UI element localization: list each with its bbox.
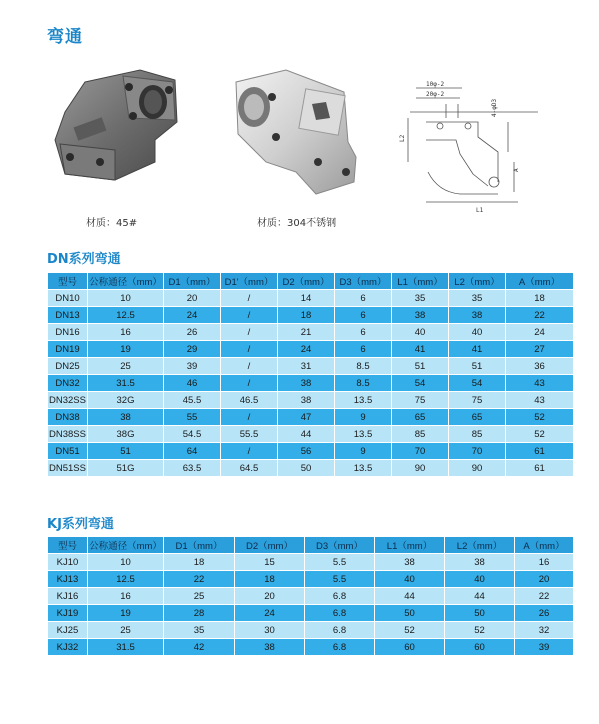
column-header: D3（mm） xyxy=(335,273,392,290)
table-cell: 40 xyxy=(445,571,515,588)
table-cell: 55.5 xyxy=(221,426,278,443)
photo-caption: 材质：304不锈钢 xyxy=(257,218,337,229)
table-cell: 32G xyxy=(88,392,164,409)
table-cell: 31 xyxy=(278,358,335,375)
table-cell: 38 xyxy=(88,409,164,426)
table-cell: 13.5 xyxy=(335,460,392,477)
table-row xyxy=(48,307,574,324)
table-row xyxy=(48,358,574,375)
elbow-dimension-drawing xyxy=(398,62,548,220)
table-cell: 40 xyxy=(392,324,449,341)
table-cell: 40 xyxy=(449,324,506,341)
table-cell: 29 xyxy=(164,341,221,358)
table-cell: 25 xyxy=(88,358,164,375)
table-cell: / xyxy=(221,358,278,375)
table-cell: 5.5 xyxy=(305,554,375,571)
table-cell: 50 xyxy=(375,605,445,622)
table-cell: 38 xyxy=(278,392,335,409)
table-cell: 47 xyxy=(278,409,335,426)
table-cell: DN19 xyxy=(48,341,88,358)
table-cell: 12.5 xyxy=(88,307,164,324)
table-cell: / xyxy=(221,307,278,324)
table-cell: 13.5 xyxy=(335,426,392,443)
table-header-row xyxy=(48,537,574,554)
table-cell: DN10 xyxy=(48,290,88,307)
table-cell: 52 xyxy=(375,622,445,639)
table-row xyxy=(48,375,574,392)
table-cell: 44 xyxy=(375,588,445,605)
table-cell: 6 xyxy=(335,341,392,358)
table-row xyxy=(48,639,574,656)
table-cell: 39 xyxy=(164,358,221,375)
table-cell: 51G xyxy=(88,460,164,477)
table-cell: 45.5 xyxy=(164,392,221,409)
table-cell: 18 xyxy=(235,571,305,588)
table-row xyxy=(48,392,574,409)
table-row xyxy=(48,409,574,426)
table-cell: 41 xyxy=(449,341,506,358)
table-cell: KJ32 xyxy=(48,639,88,656)
page-title: 弯通 xyxy=(47,27,83,47)
table-cell: DN38SS xyxy=(48,426,88,443)
column-header: A（mm） xyxy=(515,537,574,554)
table-cell: 19 xyxy=(88,341,164,358)
table-cell: 54 xyxy=(449,375,506,392)
photo-caption: 材质：45# xyxy=(86,218,138,229)
table-cell: 14 xyxy=(278,290,335,307)
table-cell: 25 xyxy=(88,622,164,639)
column-header: 型号 xyxy=(48,537,88,554)
table-cell: 6.8 xyxy=(305,605,375,622)
table-cell: 16 xyxy=(88,324,164,341)
table-cell: 18 xyxy=(164,554,235,571)
table-row xyxy=(48,622,574,639)
table-cell: 64.5 xyxy=(221,460,278,477)
table-row xyxy=(48,554,574,571)
table-cell: KJ25 xyxy=(48,622,88,639)
table-row xyxy=(48,460,574,477)
table-row xyxy=(48,290,574,307)
column-header: L1（mm） xyxy=(375,537,445,554)
table-cell: 90 xyxy=(449,460,506,477)
kj-spec-table xyxy=(47,536,574,656)
table-cell: DN51SS xyxy=(48,460,88,477)
table-cell: KJ16 xyxy=(48,588,88,605)
table-row xyxy=(48,324,574,341)
table-cell: 24 xyxy=(235,605,305,622)
table-cell: DN32SS xyxy=(48,392,88,409)
column-header: L2（mm） xyxy=(445,537,515,554)
table-cell: 15 xyxy=(235,554,305,571)
table-cell: 32 xyxy=(515,622,574,639)
stainless-elbow-photo xyxy=(226,62,366,202)
table-cell: 16 xyxy=(515,554,574,571)
table-cell: 28 xyxy=(164,605,235,622)
table-cell: KJ19 xyxy=(48,605,88,622)
section-title-kj: KJ系列弯通 xyxy=(47,517,114,532)
table-cell: 6 xyxy=(335,324,392,341)
table-cell: 35 xyxy=(164,622,235,639)
table-cell: 52 xyxy=(445,622,515,639)
dim-label: A xyxy=(513,168,520,172)
table-cell: 20 xyxy=(164,290,221,307)
table-cell: 10 xyxy=(88,290,164,307)
table-cell: 38 xyxy=(235,639,305,656)
table-cell: 75 xyxy=(392,392,449,409)
table-cell: 6.8 xyxy=(305,588,375,605)
table-cell: 9 xyxy=(335,409,392,426)
column-header: 公称通径（mm） xyxy=(88,273,164,290)
table-cell: 46.5 xyxy=(221,392,278,409)
table-cell: 41 xyxy=(392,341,449,358)
table-cell: DN32 xyxy=(48,375,88,392)
column-header: D1（mm） xyxy=(164,273,221,290)
table-cell: 61 xyxy=(506,460,574,477)
table-cell: 8.5 xyxy=(335,358,392,375)
table-cell: 38G xyxy=(88,426,164,443)
table-cell: 75 xyxy=(449,392,506,409)
table-cell: 10 xyxy=(88,554,164,571)
table-cell: 26 xyxy=(164,324,221,341)
table-cell: 5.5 xyxy=(305,571,375,588)
table-cell: / xyxy=(221,443,278,460)
table-cell: 50 xyxy=(445,605,515,622)
table-cell: 65 xyxy=(449,409,506,426)
column-header: D1（mm） xyxy=(164,537,235,554)
table-cell: DN51 xyxy=(48,443,88,460)
table-cell: / xyxy=(221,375,278,392)
table-cell: 38 xyxy=(375,554,445,571)
table-cell: 9 xyxy=(335,443,392,460)
table-cell: 31.5 xyxy=(88,639,164,656)
table-cell: 6 xyxy=(335,290,392,307)
table-cell: 35 xyxy=(392,290,449,307)
table-cell: 24 xyxy=(164,307,221,324)
table-row xyxy=(48,605,574,622)
table-cell: 27 xyxy=(506,341,574,358)
column-header: D1'（mm） xyxy=(221,273,278,290)
table-cell: 8.5 xyxy=(335,375,392,392)
table-cell: 18 xyxy=(506,290,574,307)
dn-spec-table xyxy=(47,272,574,477)
table-cell: 44 xyxy=(445,588,515,605)
dim-label: 10φ-2 xyxy=(426,81,445,88)
table-cell: 6 xyxy=(335,307,392,324)
column-header: D2（mm） xyxy=(278,273,335,290)
dim-label: 4-φD3 xyxy=(491,98,498,117)
table-cell: 52 xyxy=(506,426,574,443)
table-cell: 56 xyxy=(278,443,335,460)
table-cell: 50 xyxy=(278,460,335,477)
column-header: 型号 xyxy=(48,273,88,290)
table-cell: 22 xyxy=(164,571,235,588)
table-cell: 54 xyxy=(392,375,449,392)
table-cell: 43 xyxy=(506,375,574,392)
table-cell: 44 xyxy=(278,426,335,443)
table-cell: DN13 xyxy=(48,307,88,324)
table-cell: 25 xyxy=(164,588,235,605)
table-cell: 70 xyxy=(449,443,506,460)
table-cell: 24 xyxy=(506,324,574,341)
table-cell: 26 xyxy=(515,605,574,622)
table-row xyxy=(48,341,574,358)
column-header: L2（mm） xyxy=(449,273,506,290)
table-cell: 20 xyxy=(235,588,305,605)
table-cell: 51 xyxy=(449,358,506,375)
table-cell: 39 xyxy=(515,639,574,656)
dim-label: L2 xyxy=(399,134,406,142)
table-cell: 63.5 xyxy=(164,460,221,477)
table-cell: 31.5 xyxy=(88,375,164,392)
table-cell: 24 xyxy=(278,341,335,358)
table-cell: 38 xyxy=(445,554,515,571)
table-cell: DN16 xyxy=(48,324,88,341)
table-cell: 21 xyxy=(278,324,335,341)
table-cell: 12.5 xyxy=(88,571,164,588)
table-row xyxy=(48,588,574,605)
table-cell: DN38 xyxy=(48,409,88,426)
column-header: D3（mm） xyxy=(305,537,375,554)
table-cell: / xyxy=(221,324,278,341)
table-cell: 22 xyxy=(506,307,574,324)
table-row xyxy=(48,443,574,460)
table-cell: KJ10 xyxy=(48,554,88,571)
table-cell: 90 xyxy=(392,460,449,477)
table-cell: 22 xyxy=(515,588,574,605)
table-cell: 6.8 xyxy=(305,639,375,656)
table-cell: 35 xyxy=(449,290,506,307)
table-cell: 38 xyxy=(278,375,335,392)
table-cell: 52 xyxy=(506,409,574,426)
table-cell: 36 xyxy=(506,358,574,375)
table-cell: 42 xyxy=(164,639,235,656)
table-cell: 85 xyxy=(392,426,449,443)
column-header: A（mm） xyxy=(506,273,574,290)
section-title-dn: DN系列弯通 xyxy=(47,252,121,267)
table-cell: / xyxy=(221,341,278,358)
table-row xyxy=(48,426,574,443)
table-cell: 40 xyxy=(375,571,445,588)
table-cell: 60 xyxy=(375,639,445,656)
table-header-row xyxy=(48,273,574,290)
table-cell: 64 xyxy=(164,443,221,460)
table-cell: 20 xyxy=(515,571,574,588)
table-cell: 51 xyxy=(88,443,164,460)
table-cell: 61 xyxy=(506,443,574,460)
table-cell: 85 xyxy=(449,426,506,443)
table-cell: 54.5 xyxy=(164,426,221,443)
table-cell: 19 xyxy=(88,605,164,622)
table-cell: 38 xyxy=(449,307,506,324)
table-cell: 18 xyxy=(278,307,335,324)
table-cell: 6.8 xyxy=(305,622,375,639)
carbon-steel-elbow-photo xyxy=(45,62,195,202)
table-cell: 46 xyxy=(164,375,221,392)
table-cell: KJ13 xyxy=(48,571,88,588)
table-cell: 16 xyxy=(88,588,164,605)
column-header: 公称通径（mm） xyxy=(88,537,164,554)
table-row xyxy=(48,571,574,588)
dim-label: L1 xyxy=(476,207,484,214)
dim-label: 20φ-2 xyxy=(426,91,445,98)
table-cell: DN25 xyxy=(48,358,88,375)
table-cell: / xyxy=(221,409,278,426)
column-header: L1（mm） xyxy=(392,273,449,290)
table-cell: 51 xyxy=(392,358,449,375)
table-cell: / xyxy=(221,290,278,307)
column-header: D2（mm） xyxy=(235,537,305,554)
table-cell: 70 xyxy=(392,443,449,460)
table-cell: 65 xyxy=(392,409,449,426)
table-cell: 13.5 xyxy=(335,392,392,409)
table-cell: 43 xyxy=(506,392,574,409)
table-cell: 60 xyxy=(445,639,515,656)
table-cell: 38 xyxy=(392,307,449,324)
table-cell: 55 xyxy=(164,409,221,426)
table-cell: 30 xyxy=(235,622,305,639)
